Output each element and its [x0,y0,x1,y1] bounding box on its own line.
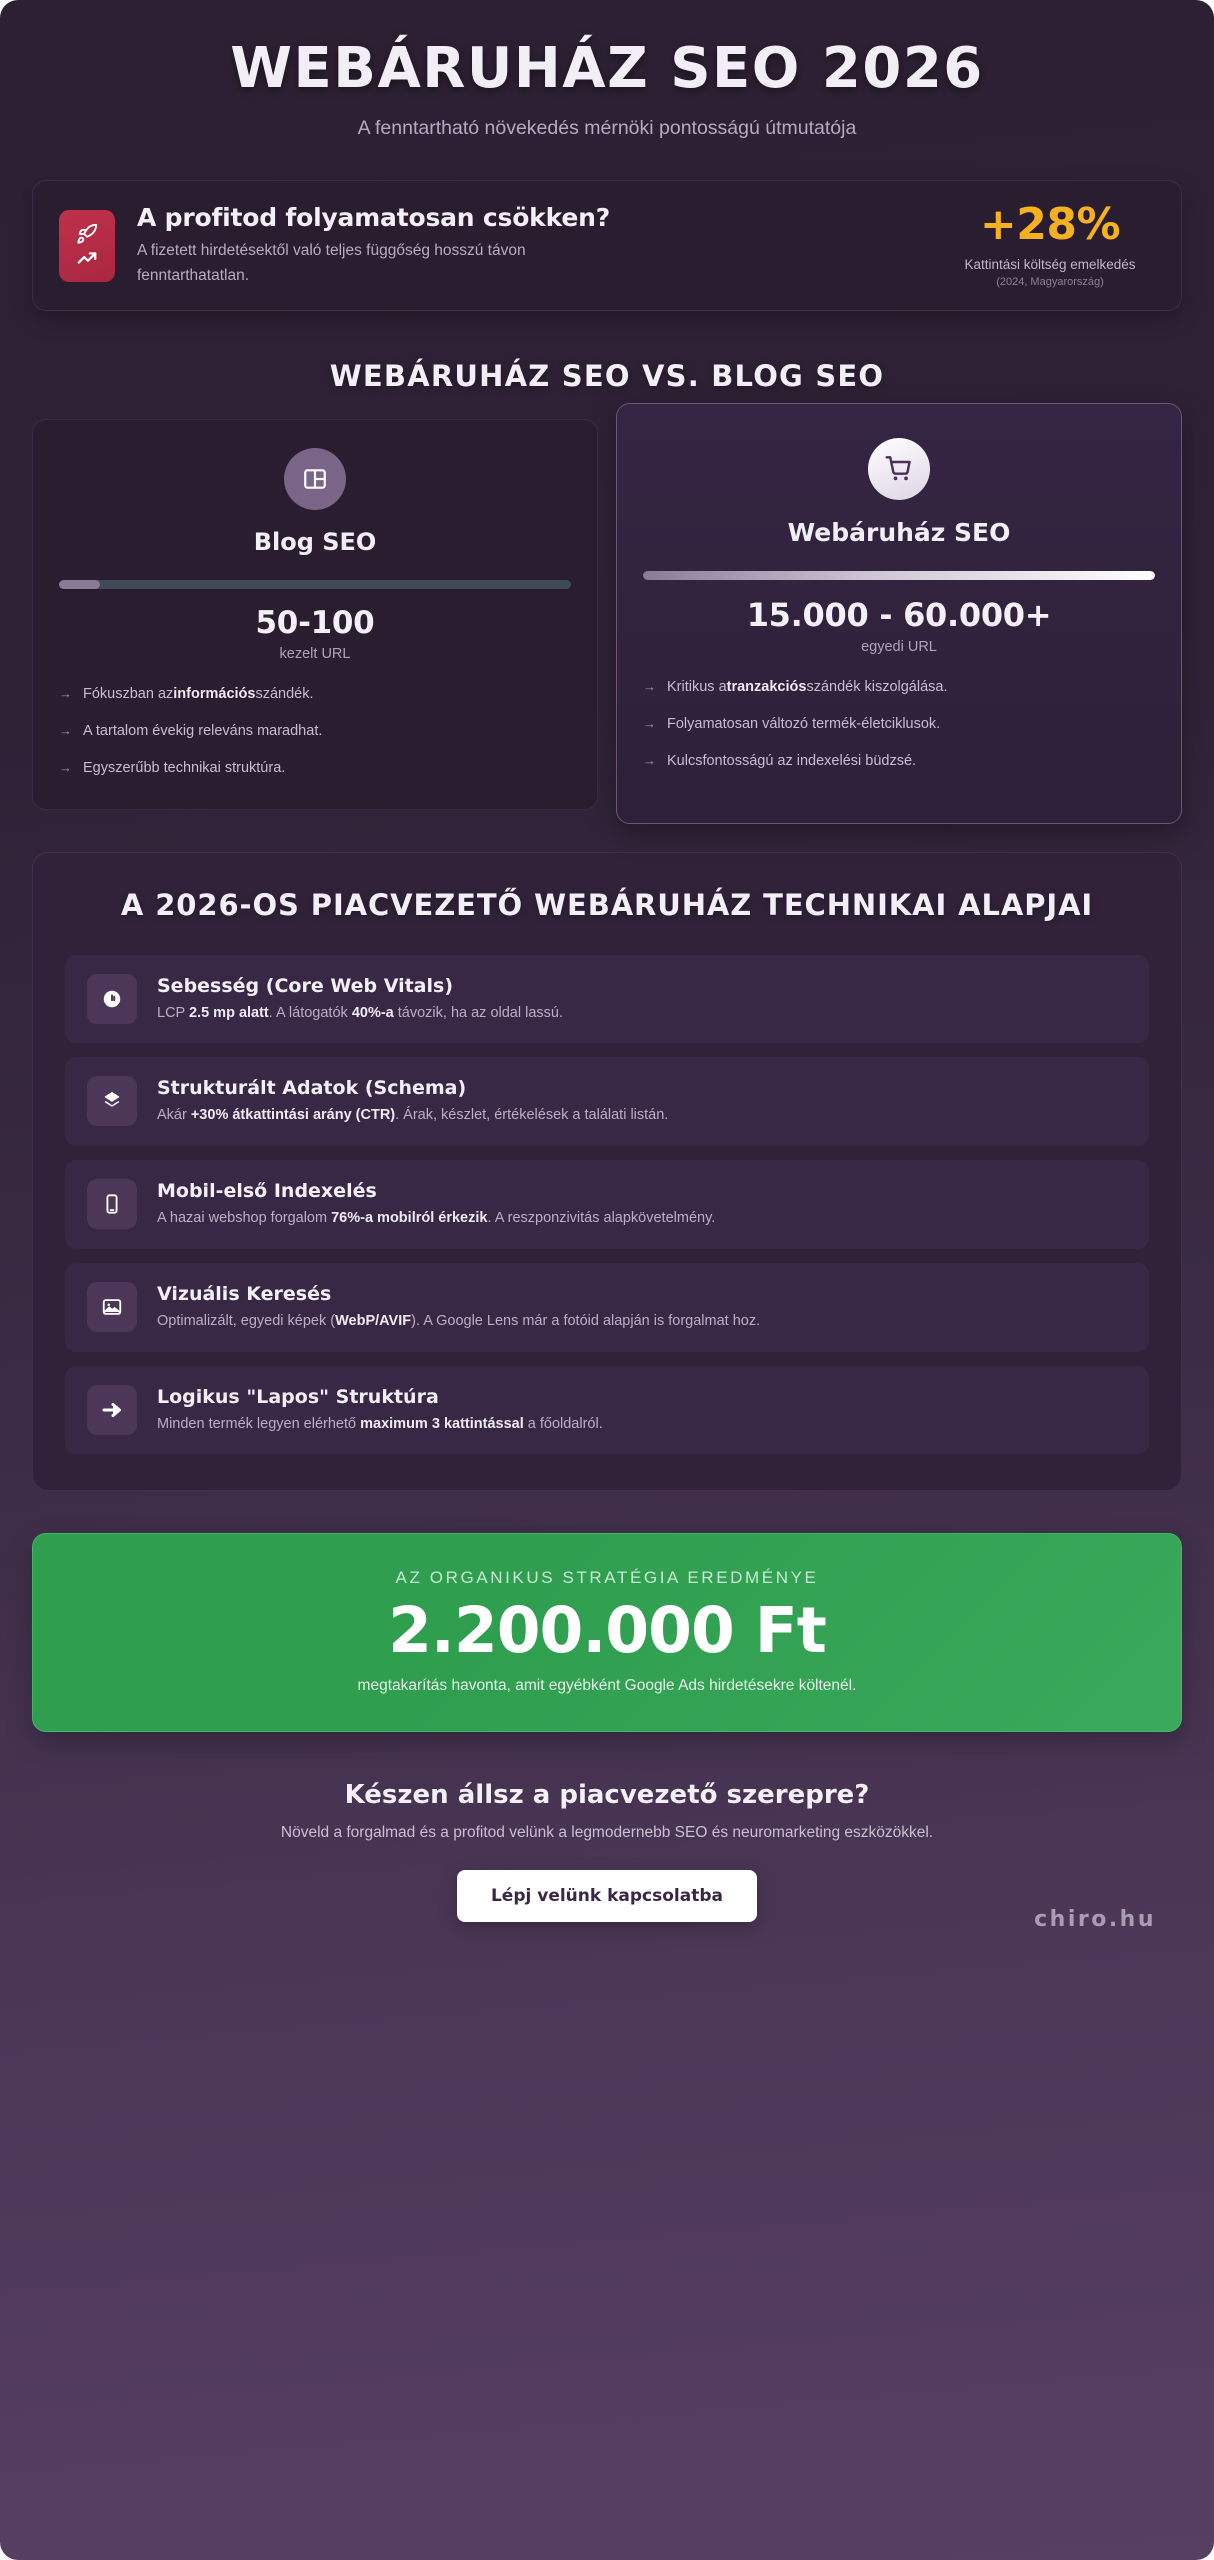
comparison-card-blog-seo [32,419,598,810]
comparison-bullet-list [643,677,1155,772]
list-item-text: Fókuszban azinformációsszándék. [83,686,314,703]
gauge-speed-icon [87,974,137,1024]
comparison-card-value: 50-100 [255,605,375,642]
result-banner [32,1533,1182,1732]
tech-item-desc: Akár +30% átkattintási arány (CTR). Árak, készlet, értékelések a találati listán. [157,1107,669,1124]
list-item [59,721,571,742]
comparison-card-unit: kezelt URL [279,646,351,663]
list-item [643,751,1155,772]
tech-item-text [157,974,1127,1025]
rocket-trending-up-icon [59,210,115,282]
list-item-text: Kulcsfontosságú az indexelési büdzsé. [667,753,917,770]
arrow-right-icon [87,1385,137,1435]
tech-item-text [157,1282,1127,1333]
page-title: WEBÁRUHÁZ SEO 2026 [230,36,984,101]
alert-card [32,180,1182,312]
hero-section [0,0,1214,164]
alert-text: A fizetett hirdetésektől való teljes függőség hosszú távon fenntarthatatlan. [137,241,526,284]
footer-cta-section [0,1732,1214,1962]
list-item [59,684,571,705]
brand-logo: chiro.hu [1034,1906,1156,1932]
page-subtitle: A fenntartható növekedés mérnöki pontosságú útmutatója [357,116,857,139]
comparison-section-title: WEBÁRUHÁZ SEO VS. BLOG SEO [329,359,885,394]
alert-body [137,203,923,289]
arrow-right-icon: → [643,679,656,695]
contact-cta-button[interactable]: Lépj velünk kapcsolatba [457,1870,757,1922]
arrow-right-icon: → [643,753,656,769]
comparison-section [0,419,1214,810]
tech-section-title: A 2026-OS PIACVEZETŐ WEBÁRUHÁZ TECHNIKAI ALAPJAI [120,888,1094,923]
comparison-progress-fill [59,580,100,589]
tech-item-heading: Vizuális Keresés [157,1282,332,1305]
comparison-bullet-list [59,684,571,779]
tech-item-mobile [65,1160,1149,1249]
tech-item-flat-structure [65,1366,1149,1455]
list-item [643,714,1155,735]
list-item-text: Kritikus atranzakciósszándék kiszolgálása. [667,679,948,696]
tech-item-text [157,1179,1127,1230]
comparison-card-name: Webáruház SEO [787,518,1011,548]
tech-item-desc: Minden termék legyen elérhető maximum 3 kattintással a főoldalról. [157,1415,603,1432]
layers-schema-icon [87,1076,137,1126]
list-item-text: Folyamatosan változó termék-életciklusok. [667,716,941,733]
comparison-card-webaruhaz-seo [616,403,1182,824]
list-item-text: A tartalom évekig releváns maradhat. [83,723,323,740]
arrow-right-icon: → [59,723,72,739]
tech-item-desc: A hazai webshop forgalom 76%-a mobilról érkezik. A reszponzivitás alapkövetelmény. [157,1210,716,1227]
tech-item-text [157,1076,1127,1127]
comparison-progress-fill [643,571,1155,580]
tech-item-desc: LCP 2.5 mp alatt. A látogatók 40%-a távozik, ha az oldal lassú. [157,1004,563,1021]
alert-stat-label: Kattintási költség emelkedés [964,257,1136,273]
comparison-card-value: 15.000 - 60.000+ [746,596,1052,635]
alert-title: A profitod folyamatosan csökken? [137,202,611,232]
tech-item-speed [65,955,1149,1044]
tech-item-schema [65,1057,1149,1146]
result-value: 2.200.000 Ft [388,1594,826,1668]
result-note: megtakarítás havonta, amit egyébként Google Ads hirdetésekre költenél. [357,1676,857,1694]
tech-item-desc: Optimalizált, egyedi képek (WebP/AVIF). A Google Lens már a fotóid alapján is forgalmat hoz. [157,1312,761,1329]
alert-stat-value: +28% [979,199,1121,251]
tech-item-heading: Logikus "Lapos" Struktúra [157,1385,439,1408]
shopping-cart-icon [868,438,930,500]
footer-heading: Készen állsz a piacvezető szerepre? [344,1779,870,1810]
footer-text: Növeld a forgalmad és a profitod velünk a legmodernebb SEO és neuromarketing eszközökkel. [280,1823,934,1841]
alert-stat-sublabel: (2024, Magyarország) [996,276,1104,289]
alert-stat [945,199,1155,289]
comparison-card-name: Blog SEO [253,528,377,557]
tech-item-heading: Strukturált Adatok (Schema) [157,1077,467,1100]
tech-item-heading: Sebesség (Core Web Vitals) [157,974,454,997]
tech-item-text [157,1385,1127,1436]
list-item [59,758,571,779]
comparison-progress-bar [643,571,1155,580]
comparison-progress-bar [59,580,571,589]
result-kicker: AZ ORGANIKUS STRATÉGIA EREDMÉNYE [395,1568,819,1588]
arrow-right-icon: → [643,716,656,732]
tech-item-heading: Mobil-első Indexelés [157,1180,377,1203]
arrow-right-icon: → [59,686,72,702]
comparison-card-unit: egyedi URL [861,639,937,656]
arrow-right-icon: → [59,760,72,776]
list-item-text: Egyszerűbb technikai struktúra. [83,760,286,777]
tech-section [32,852,1182,1491]
image-picture-icon [87,1282,137,1332]
tech-item-visual-search [65,1263,1149,1352]
alert-section [0,164,1214,312]
layout-panel-icon [284,448,346,510]
list-item [643,677,1155,698]
mobile-phone-icon [87,1179,137,1229]
